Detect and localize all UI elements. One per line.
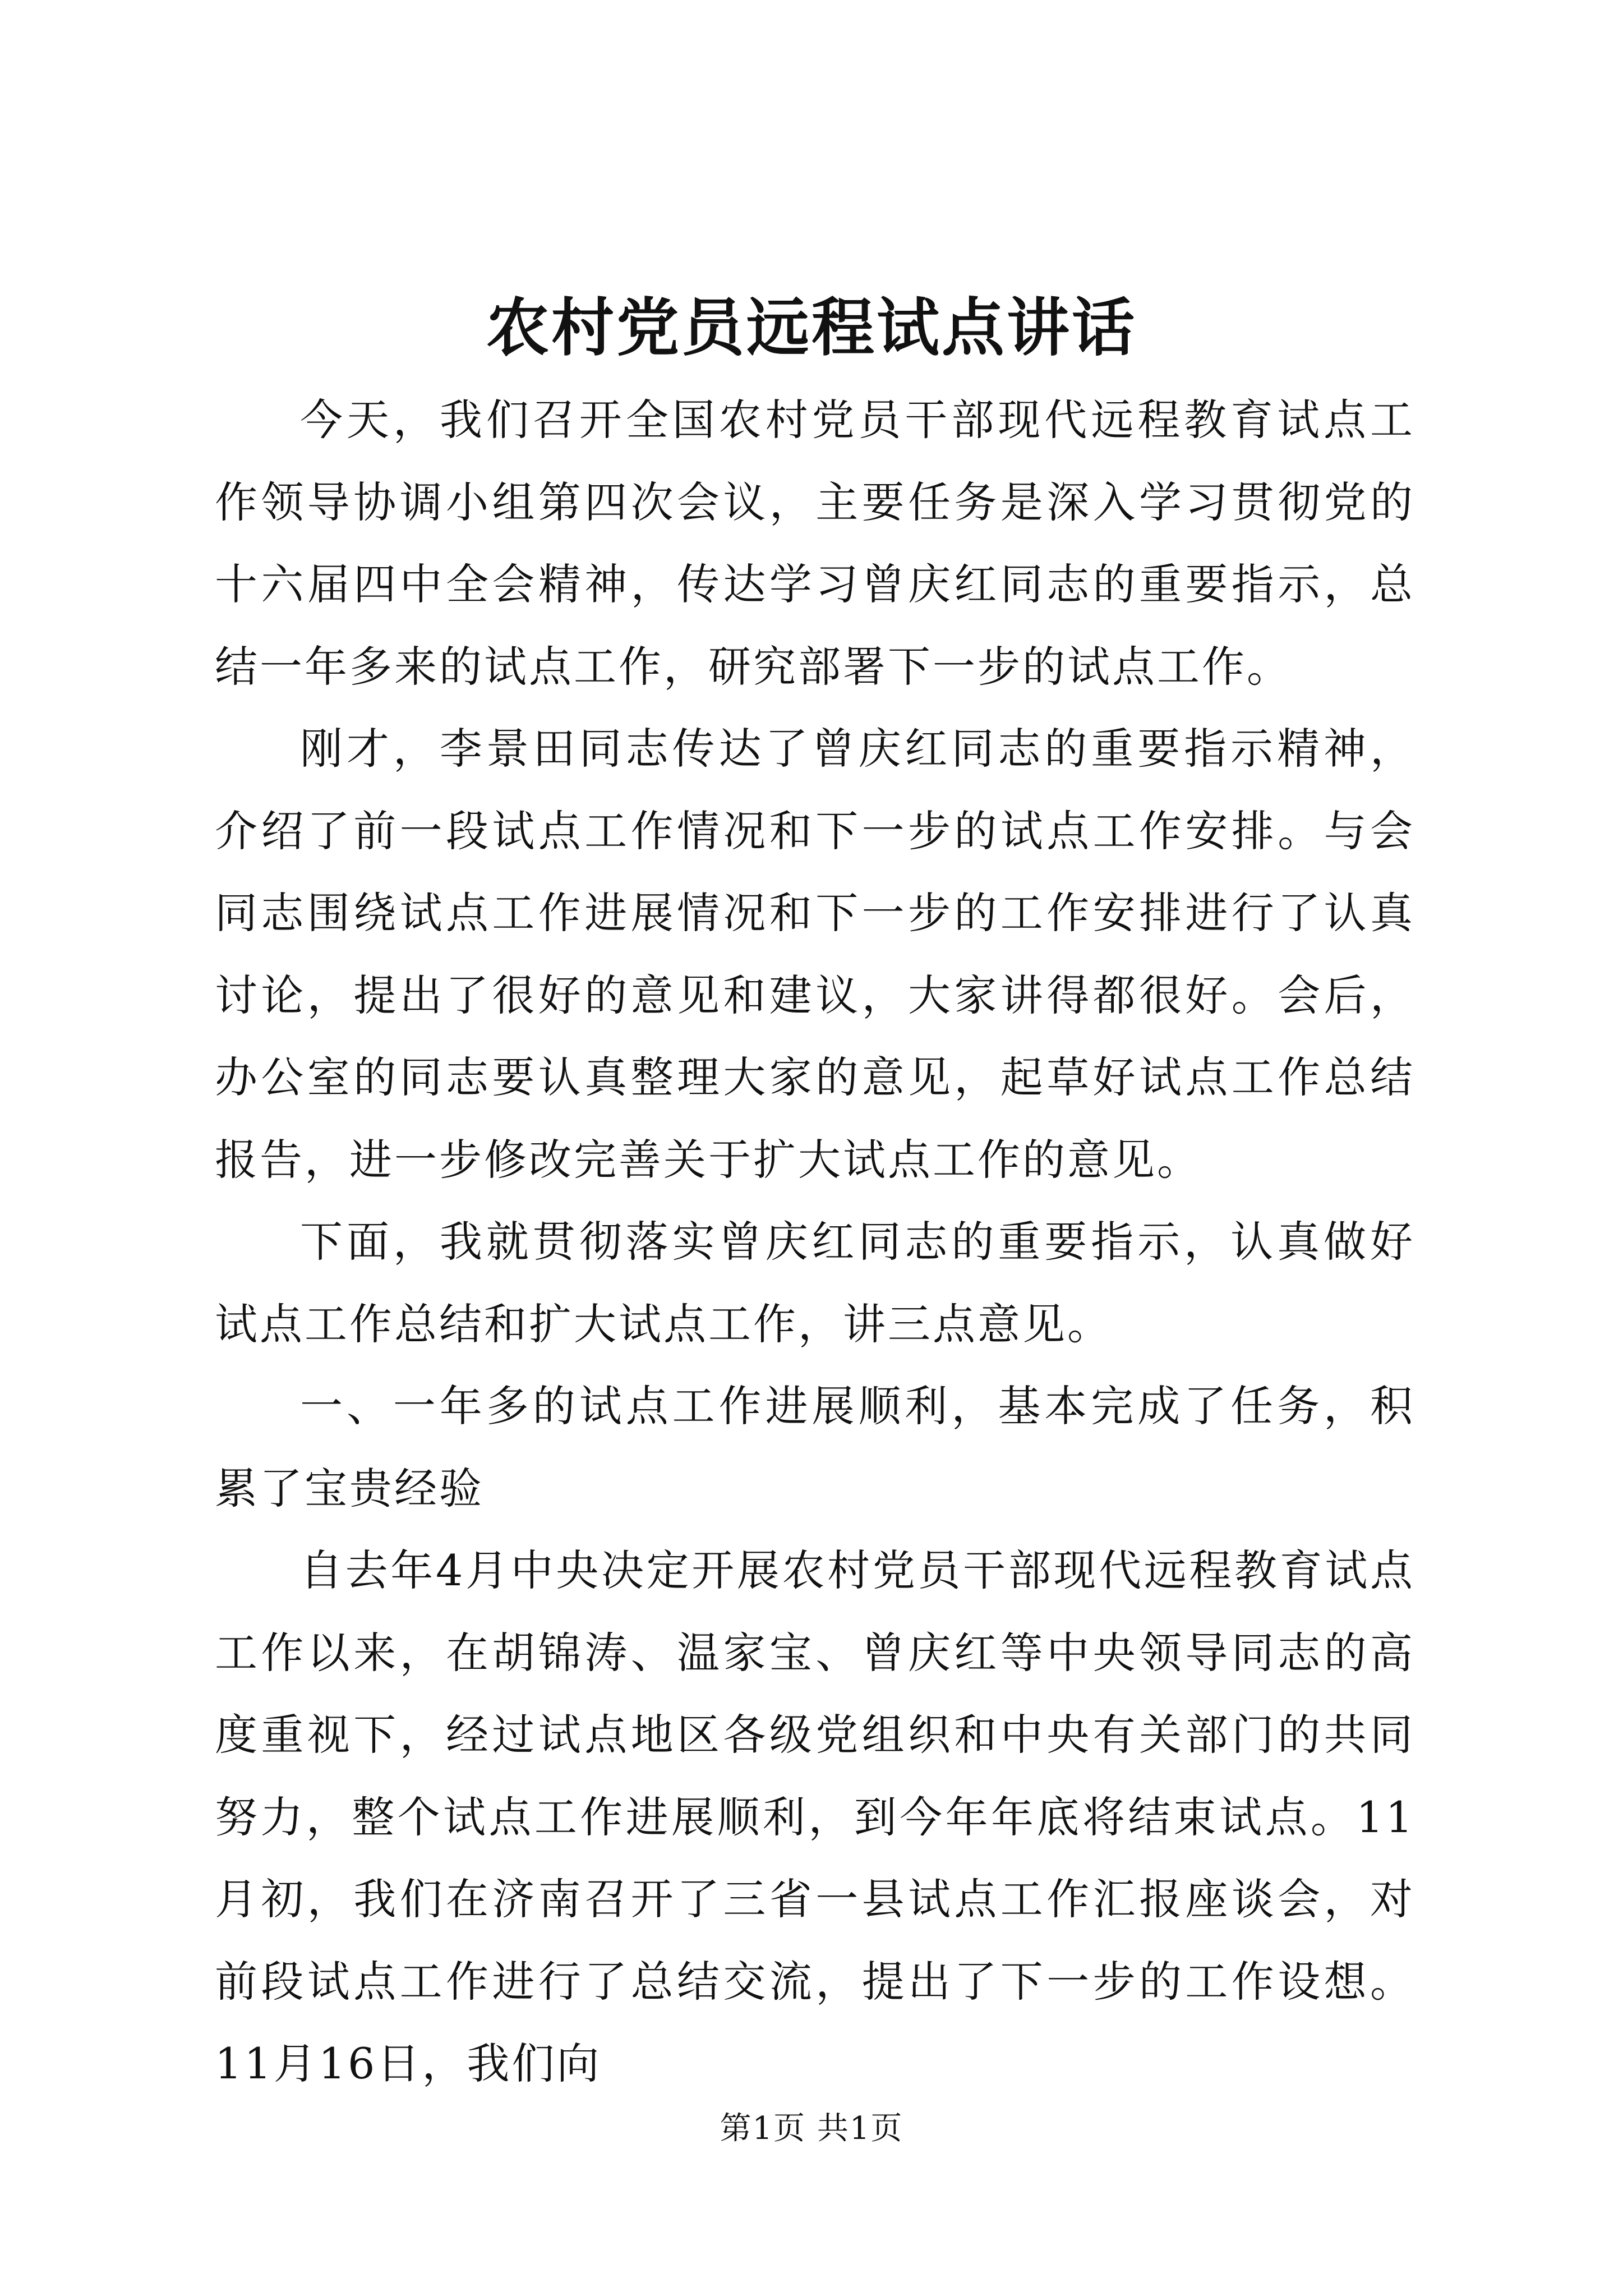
paragraph-opening: 今天，我们召开全国农村党员干部现代远程教育试点工作领导协调小组第四次会议，主要任务是深入学习贯彻党的十六届四中全会精神，传达学习曾庆红同志的重要指示，总结一年多来的试点工作，研究部署下一步的试点工作。 xyxy=(215,395,1415,692)
paragraph-intro-points: 下面，我就贯彻落实曾庆红同志的重要指示，认真做好试点工作总结和扩大试点工作，讲三点意见。 xyxy=(215,1217,1415,1349)
section-heading-one: 一、一年多的试点工作进展顺利，基本完成了任务，积累了宝贵经验 xyxy=(215,1381,1415,1513)
paragraph-review: 刚才，李景田同志传达了曾庆红同志的重要指示精神，介绍了前一段试点工作情况和下一步的试点工作安排。与会同志围绕试点工作进展情况和下一步的工作安排进行了认真讨论，提出了很好的意见和建议，大家讲得都很好。会后，办公室的同志要认真整理大家的意见，起草好试点工作总结报告，进一步修改完善关于扩大试点工作的意见。 xyxy=(215,724,1415,1185)
paragraph-progress: 自去年4月中央决定开展农村党员干部现代远程教育试点工作以来，在胡锦涛、温家宝、曾庆红等中央领导同志的高度重视下，经过试点地区各级党组织和中央有关部门的共同努力，整个试点工作进展顺利，到今年年底将结束试点。11月初，我们在济南召开了三省一县试点工作汇报座谈会，对前段试点工作进行了总结交流，提出了下一步的工作设想。11月16日，我们向 xyxy=(215,1545,1415,2088)
page-footer: 第1页 共1页 xyxy=(720,2110,903,2147)
document-title: 农村党员远程试点讲话 xyxy=(486,291,1137,365)
document-body xyxy=(215,379,1415,2105)
